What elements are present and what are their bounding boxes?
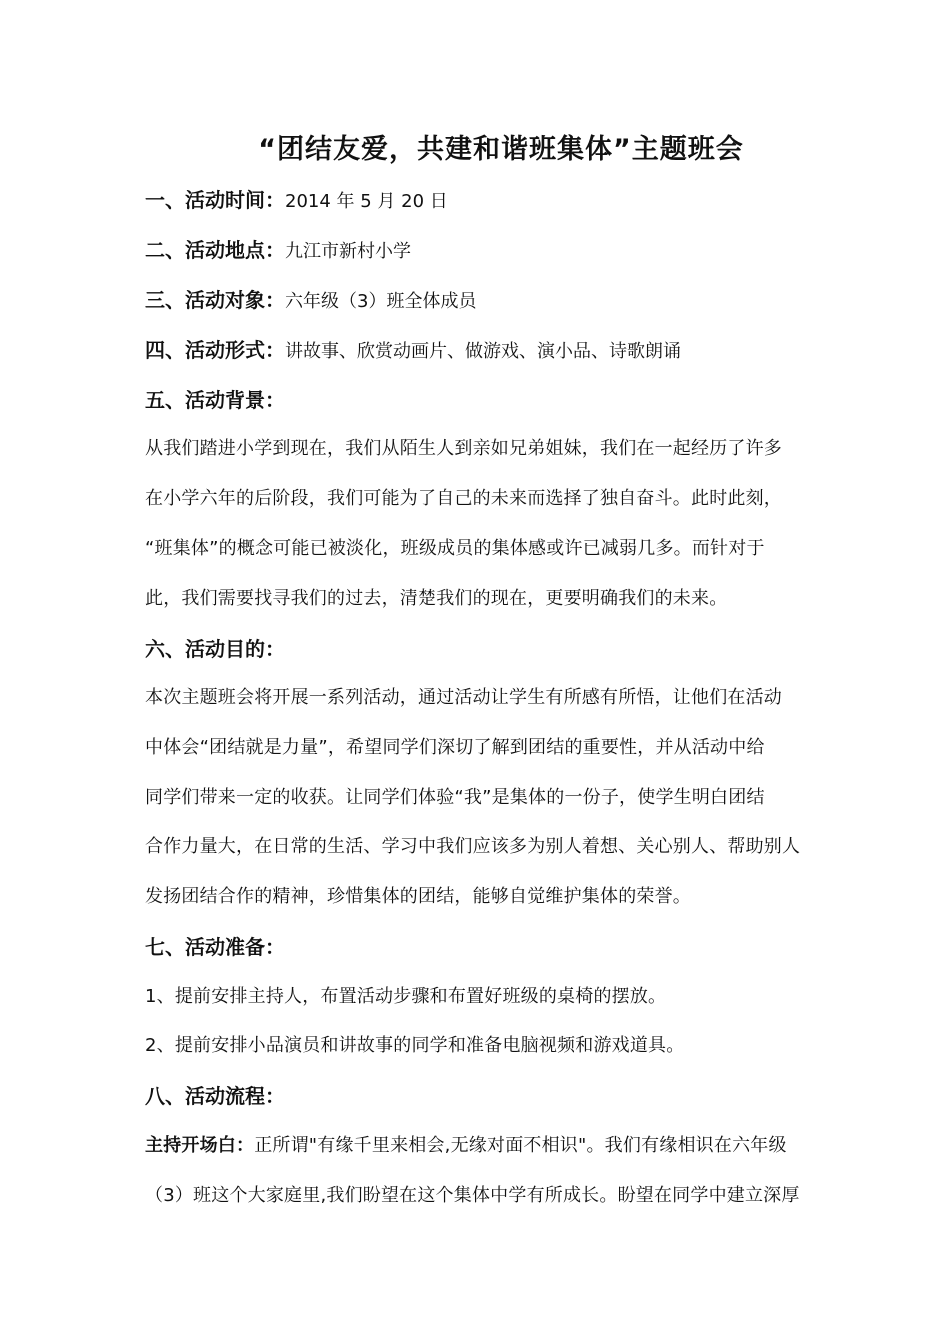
- background-line: 此，我们需要找寻我们的过去，清楚我们的现在，更要明确我们的未来。: [145, 588, 728, 609]
- target-value: 六年级（3）班全体成员: [285, 291, 477, 312]
- purpose-line: 发扬团结合作的精神，珍惜集体的团结，能够自觉维护集体的荣誉。: [145, 886, 691, 907]
- process-host-line: [145, 1121, 815, 1171]
- purpose-line: 同学们带来一定的收获。让同学们体验“我”是集体的一份子，使学生明白团结: [145, 787, 765, 808]
- purpose-heading: 六、活动目的：: [145, 637, 285, 661]
- place-value: 九江市新村小学: [285, 241, 411, 262]
- background-line: 从我们踏进小学到现在，我们从陌生人到亲如兄弟姐妹，我们在一起经历了许多: [145, 438, 782, 459]
- background-heading-row: [145, 375, 815, 425]
- time-value: 2014 年 5 月 20 日: [285, 191, 448, 212]
- process-line: （3）班这个大家庭里,我们盼望在这个集体中学有所成长。盼望在同学中建立深厚: [145, 1185, 800, 1206]
- background-line: “班集体”的概念可能已被淡化，班级成员的集体感或许已减弱几多。而针对于: [145, 538, 765, 559]
- form-row: [145, 325, 815, 375]
- background-line: 在小学六年的后阶段，我们可能为了自己的未来而选择了独自奋斗。此时此刻，: [145, 488, 782, 509]
- host-label: 主持开场白：: [145, 1135, 255, 1156]
- time-row: [145, 175, 815, 225]
- preparation-line: 1、提前安排主持人，布置活动步骤和布置好班级的桌椅的摆放。: [145, 986, 667, 1007]
- process-heading-row: [145, 1071, 815, 1121]
- host-text: 正所谓"有缘千里来相会,无缘对面不相识"。我们有缘相识在六年级: [254, 1135, 787, 1156]
- form-label: 四、活动形式：: [145, 338, 285, 362]
- preparation-heading-row: [145, 922, 815, 972]
- target-row: [145, 275, 815, 325]
- place-row: [145, 225, 815, 275]
- preparation-heading: 七、活动准备：: [145, 935, 285, 959]
- preparation-line: 2、提前安排小品演员和讲故事的同学和准备电脑视频和游戏道具。: [145, 1035, 685, 1056]
- purpose-line: 本次主题班会将开展一系列活动，通过活动让学生有所感有所悟，让他们在活动: [145, 687, 782, 708]
- form-value: 讲故事、欣赏动画片、做游戏、演小品、诗歌朗诵: [285, 341, 681, 362]
- purpose-line: 中体会“团结就是力量”，希望同学们深切了解到团结的重要性，并从活动中给: [145, 737, 765, 758]
- time-label: 一、活动时间：: [145, 188, 285, 212]
- target-label: 三、活动对象：: [145, 288, 285, 312]
- document-title: “团结友爱，共建和谐班集体”主题班会: [258, 134, 744, 165]
- purpose-line: 合作力量大，在日常的生活、学习中我们应该多为别人着想、关心别人、帮助别人: [145, 836, 801, 857]
- place-label: 二、活动地点：: [145, 238, 285, 262]
- background-heading: 五、活动背景：: [145, 388, 285, 412]
- purpose-heading-row: [145, 624, 815, 674]
- process-heading: 八、活动流程：: [145, 1084, 285, 1108]
